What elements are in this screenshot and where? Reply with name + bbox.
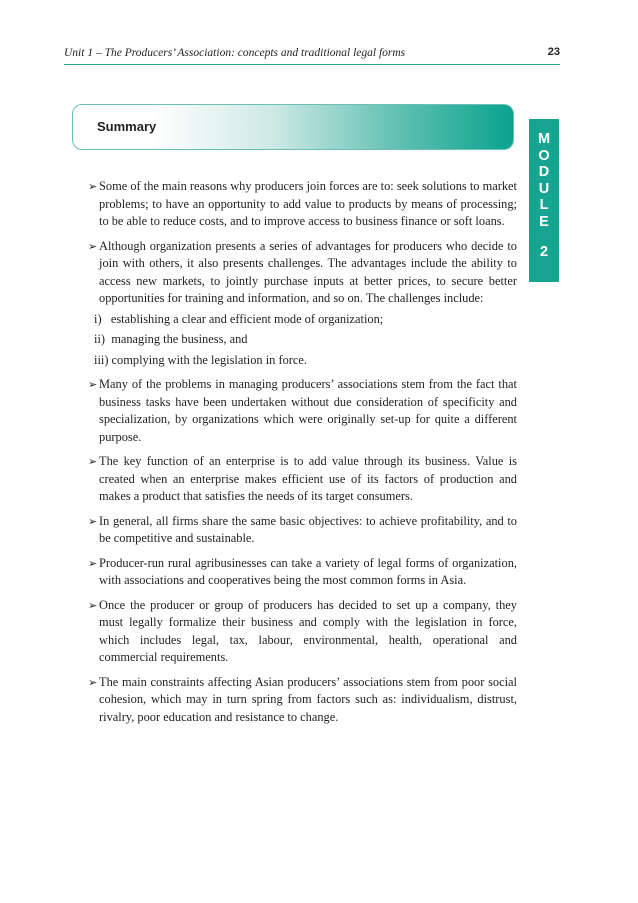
bullet-text: Although organization presents a series of advantages for producers who decide to join with others, it also presents challenges. The advantages include the ability to access new markets, to jointly purchase inputs at better prices, to secure better opportunities for training and information, and so on. The challenges include: <box>99 238 517 305</box>
arrow-bullet-icon: ➢ <box>88 675 98 689</box>
module-tab <box>529 119 559 282</box>
arrow-bullet-icon: ➢ <box>88 455 98 468</box>
bullet-text: Once the producer or group of producers has decided to set up a company, they must legally formalize their business and comply with the legislation in force, which includes legal, tax, labour, environmental, health, operational and commercial requirements. <box>99 597 517 664</box>
bullet-item <box>88 597 517 667</box>
bullet-item <box>88 238 517 370</box>
module-letter: D <box>538 164 550 180</box>
summary-title: Summary <box>97 119 157 134</box>
bullet-item <box>88 453 517 506</box>
challenge-item: i) establishing a clear and efficient mode of organization; <box>94 311 384 326</box>
arrow-bullet-icon: ➢ <box>88 556 98 570</box>
page-number: 23 <box>547 46 560 58</box>
header-title: Unit 1 – The Producers’ Association: concepts and traditional legal forms <box>64 47 406 59</box>
bullet-text: Producer-run rural agribusinesses can take a variety of legal forms of organization, with associations and cooperatives being the most common forms in Asia. <box>99 555 517 587</box>
bullet-item <box>88 513 517 548</box>
module-number: 2 <box>539 244 549 260</box>
summary-content <box>88 178 517 733</box>
module-letter: M <box>537 131 551 147</box>
bullet-text: In general, all firms share the same basic objectives: to achieve profitability, and to be competitive and sustainable. <box>99 513 517 545</box>
bullet-text: Some of the main reasons why producers join forces are to: seek solutions to market problems; to have an opportunity to add value to products by means of processing; to be able to reduce costs, and to improve access to business finance or soft loans. <box>99 179 517 228</box>
bullet-text: The key function of an enterprise is to add value through its business. Value is created when an enterprise makes efficient use of its factors of production and makes a product that satisfies the needs of its target consumers. <box>99 454 517 503</box>
bullet-item <box>88 376 517 446</box>
bullet-text: The main constraints affecting Asian producers’ associations stem from poor social cohesion, which may in turn spring from factors such as: individualism, distrust, rivalry, poor education and resistance to change. <box>99 674 517 724</box>
bullet-item <box>88 674 517 727</box>
bullet-item <box>88 178 517 231</box>
module-letter: O <box>538 147 550 164</box>
module-letter: E <box>539 213 549 230</box>
challenge-item: ii) managing the business, and <box>94 332 248 346</box>
module-letter: L <box>539 197 549 213</box>
page-header <box>64 40 560 65</box>
arrow-bullet-icon: ➢ <box>88 180 98 193</box>
module-letter: U <box>538 180 550 197</box>
summary-heading-box <box>72 104 514 150</box>
bullet-item <box>88 555 517 590</box>
challenge-item: iii) complying with the legislation in force. <box>94 352 308 367</box>
challenges-list <box>94 311 517 370</box>
arrow-bullet-icon: ➢ <box>88 514 98 528</box>
arrow-bullet-icon: ➢ <box>88 239 98 253</box>
bullet-text: Many of the problems in managing producers’ associations stem from the fact that business tasks have been undertaken without due consideration of specificity and specialization, by organizations which were originally set-up for quite a different purpose. <box>99 377 517 444</box>
arrow-bullet-icon: ➢ <box>88 378 98 391</box>
arrow-bullet-icon: ➢ <box>88 598 98 612</box>
